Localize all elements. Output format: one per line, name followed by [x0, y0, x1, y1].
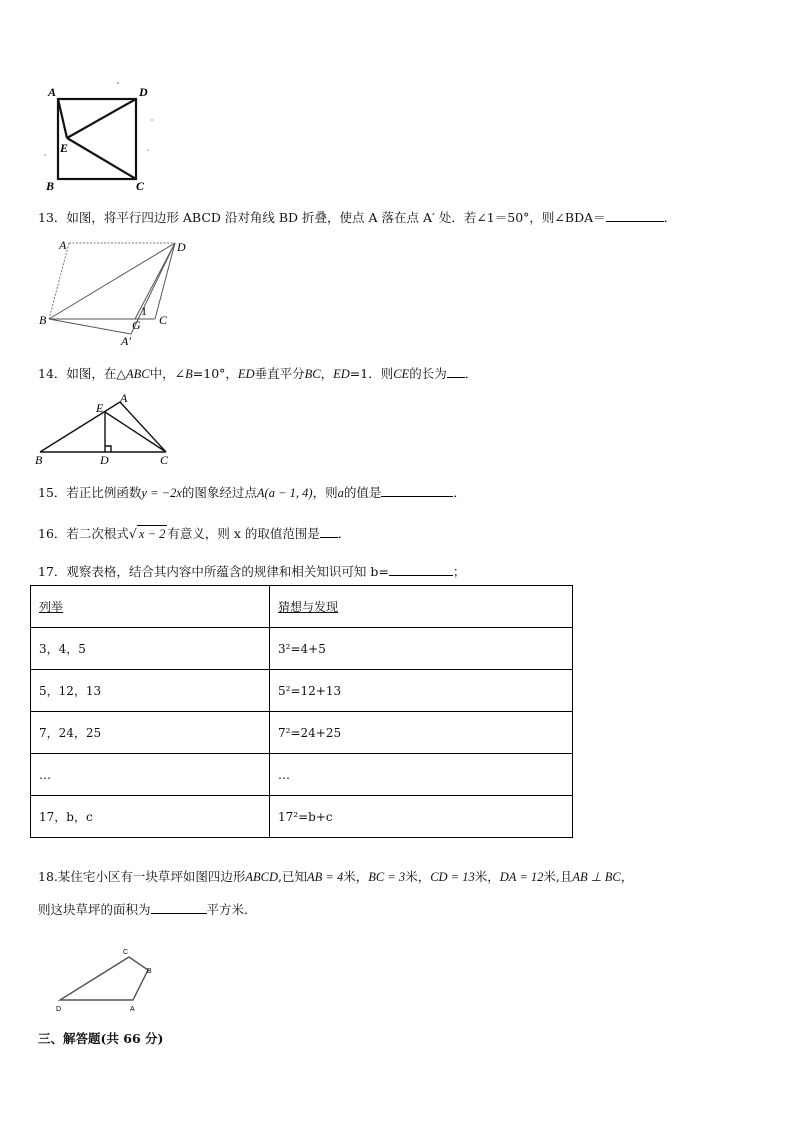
- q18-number: 18.: [38, 869, 58, 884]
- q18-cd: CD = 13: [430, 870, 475, 884]
- q14-text-e: ，: [320, 366, 334, 381]
- q14-angle-b: B: [185, 367, 193, 381]
- question-17: [38, 563, 465, 580]
- table-header-cell: [270, 586, 573, 628]
- q14-label-e: E: [96, 401, 104, 415]
- q17-number: 17．: [38, 564, 67, 579]
- q14-bc: BC: [304, 367, 321, 381]
- q14-text-c: =10°，: [192, 366, 238, 381]
- q15-text-b: 的图象经过点: [181, 485, 257, 500]
- q15-answer-blank[interactable]: [381, 484, 453, 497]
- q12-label-e: E: [60, 141, 69, 155]
- q12-label-c: C: [136, 179, 145, 193]
- q18-line2-a: 则这块草坪的面积为: [38, 902, 151, 917]
- table-header-cell: [31, 586, 270, 628]
- q14-number: 14．: [38, 366, 67, 381]
- table-cell: 3²=4+5: [270, 628, 573, 670]
- q16-text-a: 若二次根式: [66, 526, 129, 541]
- q15-point: A(a − 1, 4): [256, 486, 313, 500]
- q14-text-b: 中，∠: [149, 366, 186, 381]
- question-16: [38, 525, 350, 542]
- header-guess: 猜想与发现: [278, 600, 339, 614]
- question-18-line1: [38, 869, 633, 885]
- q17-answer-blank[interactable]: [389, 563, 453, 576]
- q15-a: a: [337, 486, 344, 500]
- header-list: 列举: [39, 600, 64, 614]
- q18-perp: AB ⊥ BC: [572, 870, 621, 884]
- q16-text-b: 有意义，则 x 的取值范围是: [167, 526, 320, 541]
- q18-line2-b: 平方米．: [206, 902, 257, 917]
- q18-da: DA = 12: [499, 870, 544, 884]
- table-row: [31, 670, 573, 712]
- q14-label-b: B: [35, 453, 43, 467]
- q14-label-d: D: [100, 453, 109, 467]
- q15-text-d: 的值是: [343, 485, 382, 500]
- q18-label-d: D: [56, 1006, 62, 1013]
- q13-label-b: B: [39, 313, 47, 327]
- q16-end: ．: [337, 526, 351, 541]
- question-13: [38, 209, 676, 226]
- q14-end: ．: [464, 366, 478, 381]
- table-cell: 17，b，c: [31, 796, 270, 838]
- q18-bc: BC = 3: [368, 870, 406, 884]
- table-row: [31, 712, 573, 754]
- q17-table: [30, 585, 573, 838]
- q14-text-g: 的长为: [409, 366, 447, 381]
- q18-text-g: ，: [620, 869, 634, 884]
- q14-text-d: 垂直平分: [254, 366, 305, 381]
- q18-label-b: B: [147, 968, 152, 975]
- q18-text-f: 米,且: [543, 869, 573, 884]
- q14-ce: CE: [393, 367, 410, 381]
- q13-label-d: D: [177, 240, 186, 254]
- q13-label-angle1: 1: [141, 304, 147, 318]
- question-18-line2: [38, 901, 257, 918]
- section-3-heading: 三、解答题(共 66 分): [38, 1031, 164, 1046]
- q15-end: ．: [453, 485, 466, 500]
- table-cell: 5，12，13: [31, 670, 270, 712]
- table-cell: 17²=b+c: [270, 796, 573, 838]
- q16-radicand: x − 2: [138, 527, 166, 541]
- q18-answer-blank[interactable]: [151, 901, 207, 914]
- table-cell: 5²=12+13: [270, 670, 573, 712]
- q15-text-a: 若正比例函数: [66, 485, 142, 500]
- q13-label-a: A: [59, 238, 67, 252]
- q18-figure: [50, 940, 160, 1015]
- q15-function: y = −2x: [141, 486, 182, 500]
- q13-figure: [35, 235, 200, 350]
- q13-answer-blank[interactable]: [606, 209, 664, 222]
- table-cell: …: [270, 754, 573, 796]
- table-cell: 7²=24+25: [270, 712, 573, 754]
- q14-abc: ABC: [126, 367, 150, 381]
- q14-answer-blank[interactable]: [447, 365, 465, 378]
- table-header-row: [31, 586, 573, 628]
- q14-figure: [32, 390, 177, 470]
- q13-label-a-prime: A′: [121, 334, 131, 348]
- q14-text-f: =1．则: [349, 366, 394, 381]
- q15-number: 15．: [38, 485, 67, 500]
- q18-text-c: 米，: [343, 869, 369, 884]
- q18-label-a: A: [130, 1006, 135, 1013]
- q16-number: 16．: [38, 526, 67, 541]
- sqrt-sign-icon: √: [128, 526, 137, 541]
- table-row: [31, 754, 573, 796]
- q17-end: ；: [452, 564, 466, 579]
- table-row: [31, 796, 573, 838]
- q12-label-d: D: [139, 85, 148, 99]
- q16-answer-blank[interactable]: [320, 525, 338, 538]
- q18-label-c: C: [123, 949, 129, 956]
- q14-text-a: 如图，在△: [66, 366, 127, 381]
- q15-text-c: ，则: [312, 485, 338, 500]
- q13-end: ．: [663, 210, 677, 225]
- q12-label-a: A: [48, 85, 57, 99]
- table-row: [31, 628, 573, 670]
- table-cell: 3，4，5: [31, 628, 270, 670]
- q13-number: 13．: [38, 210, 67, 225]
- q14-label-a: A: [120, 391, 128, 405]
- table-cell: 7，24，25: [31, 712, 270, 754]
- q18-ab: AB = 4: [307, 870, 344, 884]
- question-15: [38, 484, 466, 501]
- q18-quad: ABCD: [245, 870, 279, 884]
- q12-figure: [40, 80, 165, 195]
- q18-text-d: 米，: [405, 869, 431, 884]
- q14-label-c: C: [160, 453, 169, 467]
- q13-label-c: C: [159, 313, 168, 327]
- table-cell: …: [31, 754, 270, 796]
- q18-text-e: 米，: [474, 869, 500, 884]
- q14-ed2: ED: [333, 367, 350, 381]
- q13-label-g: G: [132, 318, 141, 332]
- q18-text-b: ,已知: [278, 869, 308, 884]
- q12-label-b: B: [46, 179, 55, 193]
- q17-text: 观察表格，结合其内容中所蕴含的规律和相关知识可知 b=: [66, 564, 389, 579]
- q14-ed1: ED: [237, 367, 255, 381]
- question-14: [38, 365, 477, 382]
- q18-text-a: 某住宅小区有一块草坪如图四边形: [57, 869, 246, 884]
- q13-text: 如图，将平行四边形 ABCD 沿对角线 BD 折叠，使点 A 落在点 A′ 处．若∠1＝50°，则∠BDA＝: [66, 210, 606, 225]
